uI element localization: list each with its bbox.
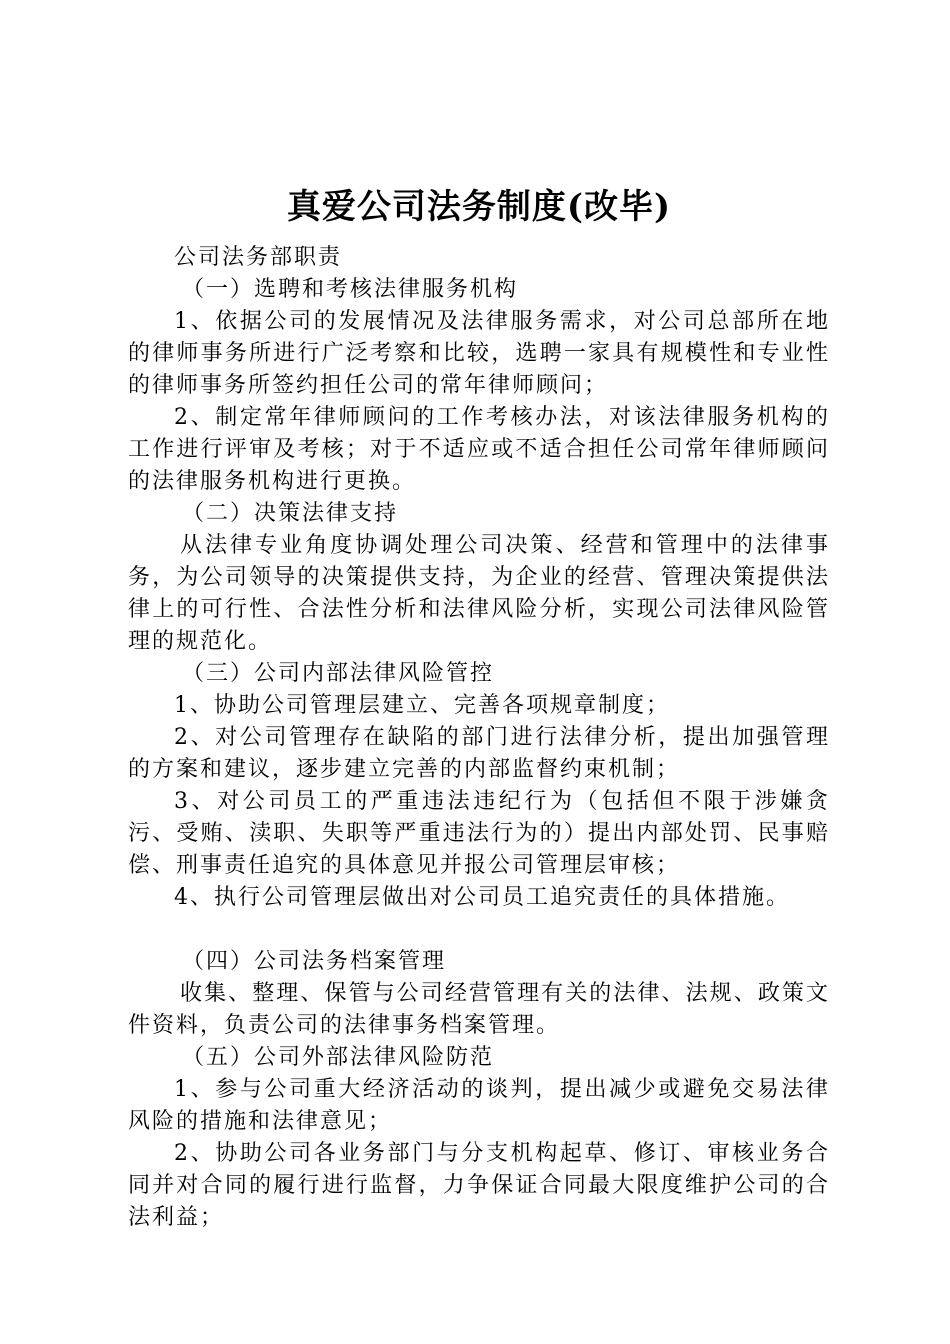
paragraph-4: 收集、整理、保管与公司经营管理有关的法律、法规、政策文件资料，负责公司的法律事务档案管理。 <box>128 981 830 1038</box>
paragraph-2: 从法律专业角度协调处理公司决策、经营和管理中的法律事务，为公司领导的决策提供支持，为企业的经营、管理决策提供法律上的可行性、合法性分析和法律风险分析，实现公司法律风险管理的规范化。 <box>128 533 830 654</box>
paragraph-3-3: 3、对公司员工的严重违法违纪行为（包括但不限于涉嫌贪污、受贿、渎职、失职等严重违法行为的）提出内部处罚、民事赔偿、刑事责任追究的具体意见并报公司管理层审核； <box>128 789 830 878</box>
paragraph-3-2: 2、对公司管理存在缺陷的部门进行法律分析，提出加强管理的方案和建议，逐步建立完善的内部监督约束机制； <box>128 725 830 782</box>
document-title: 真爱公司法务制度(改毕) <box>286 187 672 227</box>
paragraph-1-1: 1、依据公司的发展情况及法律服务需求，对公司总部所在地的律师事务所进行广泛考察和比较，选聘一家具有规模性和专业性的律师事务所签约担任公司的常年律师顾问； <box>128 309 830 398</box>
heading-2: （二）决策法律支持 <box>182 501 399 526</box>
paragraph-1-2: 2、制定常年律师顾问的工作考核办法，对该法律服务机构的工作进行评审及考核；对于不适应或不适合担任公司常年律师顾问的法律服务机构进行更换。 <box>128 405 830 494</box>
heading-4: （四）公司法务档案管理 <box>182 949 447 974</box>
paragraph-5-2: 2、协助公司各业务部门与分支机构起草、修订、审核业务合同并对合同的履行进行监督，力争保证合同最大限度维护公司的合法利益； <box>128 1141 830 1230</box>
section-title: 公司法务部职责 <box>174 245 343 270</box>
heading-3: （三）公司内部法律风险管控 <box>182 661 495 686</box>
paragraph-3-4: 4、执行公司管理层做出对公司员工追究责任的具体措施。 <box>174 885 790 910</box>
paragraph-5-1: 1、参与公司重大经济活动的谈判，提出减少或避免交易法律风险的措施和法律意见； <box>128 1077 830 1134</box>
heading-5: （五）公司外部法律风险防范 <box>182 1045 495 1070</box>
document-page <box>128 178 830 1234</box>
heading-1: （一）选聘和考核法律服务机构 <box>182 277 519 302</box>
blank-line <box>128 914 830 946</box>
paragraph-3-1: 1、协助公司管理层建立、完善各项规章制度； <box>174 693 670 718</box>
